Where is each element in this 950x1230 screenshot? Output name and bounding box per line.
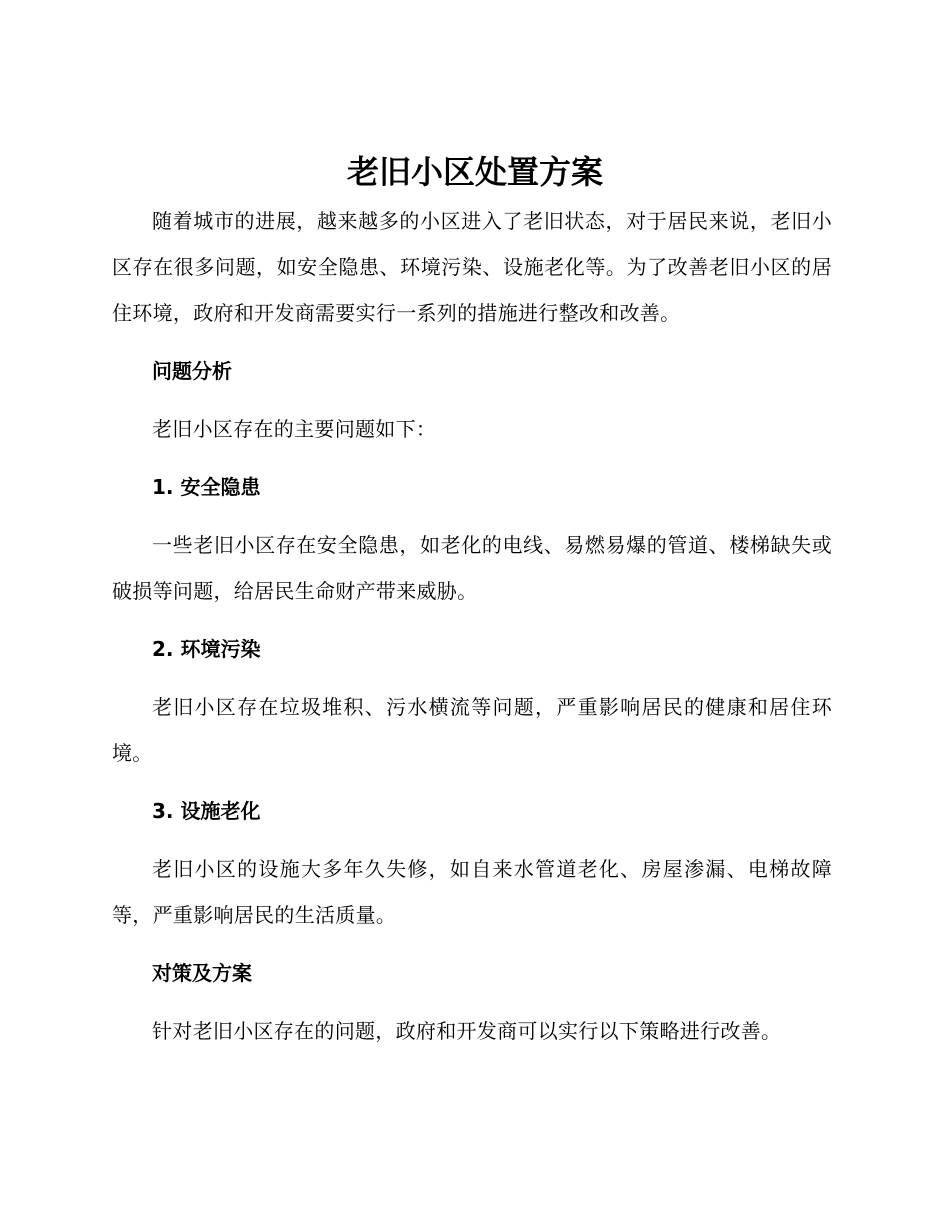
document-body <box>112 198 832 1054</box>
problem-text-safety: 一些老旧小区存在安全隐患，如老化的电线、易燃易爆的管道、楼梯缺失或破损等问题，给居民生命财产带来威胁。 <box>112 533 832 603</box>
document-title: 老旧小区处置方案 <box>346 153 603 191</box>
spacer <box>112 452 832 464</box>
spacer <box>112 996 832 1008</box>
problem-heading-safety: 1. 安全隐患 <box>152 475 261 499</box>
spacer <box>112 938 832 950</box>
spacer <box>112 336 832 348</box>
problems-lead-paragraph: 老旧小区存在的主要问题如下： <box>152 417 437 441</box>
spacer <box>112 394 832 406</box>
problem-text-facilities: 老旧小区的设施大多年久失修，如自来水管道老化、房屋渗漏、电梯故障等，严重影响居民的生活质量。 <box>112 857 832 927</box>
spacer <box>112 614 832 626</box>
spacer <box>112 834 832 846</box>
problem-text-environment: 老旧小区存在垃圾堆积、污水横流等问题，严重影响居民的健康和居住环境。 <box>112 695 832 765</box>
section-heading-solutions: 对策及方案 <box>152 961 252 985</box>
spacer <box>112 510 832 522</box>
problem-heading-environment: 2. 环境污染 <box>152 637 261 661</box>
solutions-lead-paragraph: 针对老旧小区存在的问题，政府和开发商可以实行以下策略进行改善。 <box>152 1019 782 1043</box>
intro-paragraph: 随着城市的进展，越来越多的小区进入了老旧状态，对于居民来说，老旧小区存在很多问题，如安全隐患、环境污染、设施老化等。为了改善老旧小区的居住环境，政府和开发商需要实行一系列的措施进行整改和改善。 <box>112 209 832 325</box>
spacer <box>112 776 832 788</box>
problem-heading-facilities: 3. 设施老化 <box>152 799 261 823</box>
section-heading-problems: 问题分析 <box>152 359 232 383</box>
spacer <box>112 672 832 684</box>
